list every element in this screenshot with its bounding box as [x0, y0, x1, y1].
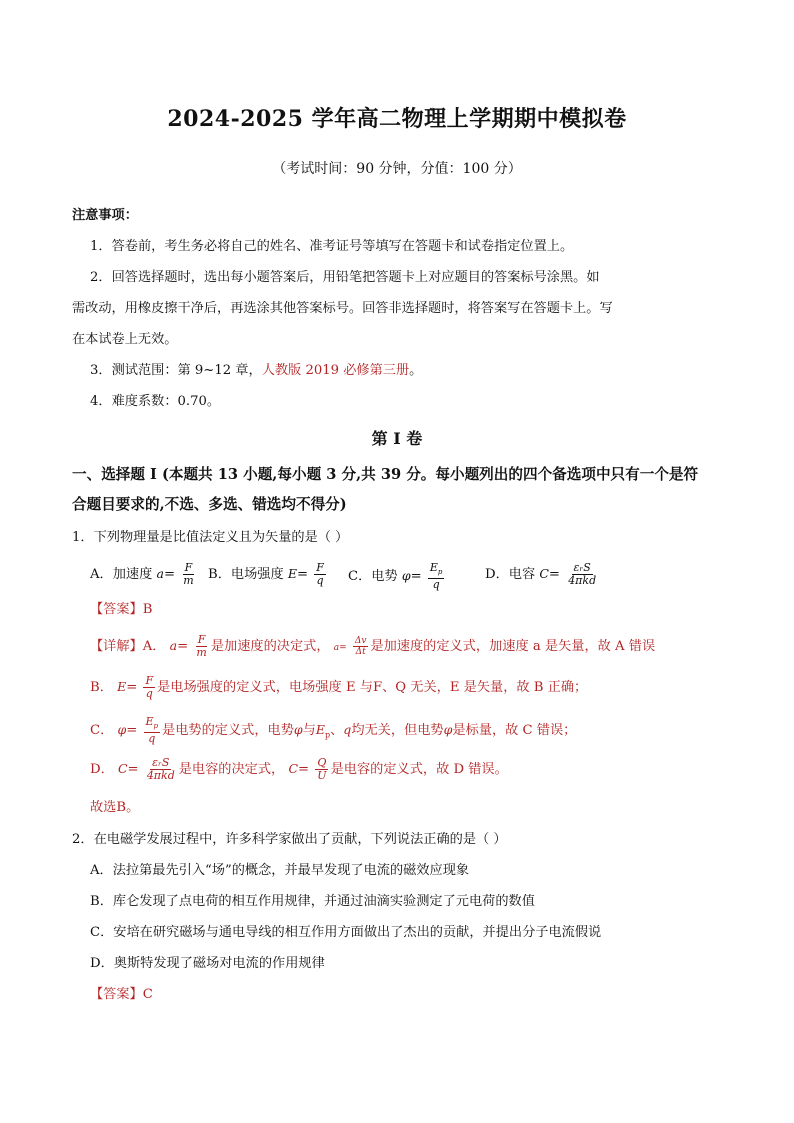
detail-d-label: D． [90, 762, 114, 777]
frac-num [428, 562, 445, 579]
question-2-option-c: C．安培在研究磁场与通电导线的相互作用方面做出了杰出的贡献，并提出分子电流假说 [90, 925, 602, 940]
question-1-answer: 【答案】B [90, 602, 153, 617]
ep-e: E [145, 715, 154, 728]
detail-c-text-2: 与 [302, 723, 316, 739]
frac-den: q [145, 687, 153, 700]
var-q: q [343, 722, 352, 738]
option-d-label: D．电容 [485, 567, 536, 582]
option-c-label: C．电势 [348, 569, 398, 585]
question-1-detail-a [90, 634, 655, 659]
fraction-f-over-m [194, 634, 208, 659]
detail-c-text-4: 均无关，但电势 [351, 723, 444, 739]
page-title: 2024-2025 学年高二物理上学期期中模拟卷 [167, 106, 627, 132]
frac-den: m [196, 646, 207, 659]
var-c: C [288, 761, 299, 776]
eq-sign: = [296, 567, 309, 582]
detail-a-text-1: 是加速度的决定式， [210, 639, 330, 654]
fraction-q-over-u [315, 757, 328, 782]
notice-item-2-line-1: 2．回答选择题时，选出每小题答案后，用铅笔把答题卡上对应题目的答案标号涂黑。如 [90, 270, 600, 285]
eq-sign: = [127, 762, 139, 777]
eq-sign: = [410, 569, 422, 585]
notice-item-2-line-2: 需改动，用橡皮擦干净后，再选涂其他答案标号。回答非选择题时，将答案写在答题卡上。写 [72, 301, 613, 316]
option-a-label: A．加速度 [90, 567, 153, 582]
frac-num [144, 716, 161, 733]
part-instructions-line-1: 一、选择题 I (本题共 13 小题,每小题 3 分,共 39 分。每小题列出的四个备选项中只有一个是符 [72, 466, 699, 483]
frac-num: F [197, 633, 206, 646]
question-1-option-b [208, 562, 328, 587]
eq-sign: = [339, 643, 347, 653]
var-e: E [117, 679, 127, 694]
eq-sign: = [126, 723, 138, 739]
frac-den: 4πkd [568, 574, 597, 587]
detail-d-text-2: 是电容的定义式，故 D 错误。 [330, 762, 508, 777]
fraction-dv-over-dt [353, 636, 369, 657]
detail-a-text-2: 是加速度的定义式，加速度 a 是矢量，故 A 错误 [370, 639, 656, 654]
frac-num: F [184, 561, 193, 574]
detail-c-text-3: 、 [330, 723, 344, 739]
detail-c-text-5: 是标量，故 C 错误； [452, 723, 577, 739]
frac-num: F [145, 674, 154, 687]
notice-item-3-prefix: 3．测试范围：第 9~12 章， [90, 363, 262, 378]
eq-sign: = [548, 567, 560, 582]
ep-subscript: p [437, 568, 443, 577]
question-1-option-c [348, 562, 446, 591]
frac-den: Δt [355, 647, 366, 657]
frac-den: q [432, 578, 440, 592]
question-1-detail-c [90, 716, 576, 745]
var-phi: φ [293, 722, 303, 738]
fraction-ep-over-q [144, 716, 161, 745]
var-a: a [169, 638, 178, 653]
ep-subscript: p [324, 730, 331, 740]
var-phi: φ [443, 722, 453, 738]
fraction-capacitance [145, 757, 177, 782]
part-instructions-line-2: 合题目要求的,不选、多选、错选均不得分) [72, 496, 347, 513]
detail-label: 【详解】A． [90, 639, 166, 654]
var-phi: φ [117, 722, 127, 738]
ep-subscript: p [153, 722, 159, 731]
fraction-ep-over-q [428, 562, 445, 591]
fraction-f-over-q [143, 675, 155, 700]
detail-b-text: 是电场强度的定义式，电场强度 E 与F、Q 无关，E 是矢量，故 B 正确； [157, 680, 588, 695]
frac-den: U [317, 769, 327, 782]
page-subtitle: （考试时间：90 分钟，分值：100 分） [272, 161, 522, 177]
eq-sign: = [163, 567, 175, 582]
notice-heading: 注意事项： [72, 208, 138, 223]
fraction-f-over-m [181, 562, 195, 587]
frac-num: F [316, 561, 324, 574]
detail-c-label: C． [90, 723, 114, 739]
question-1-option-d [485, 562, 600, 587]
var-e: E [287, 566, 297, 581]
notice-item-3-textbook: 人教版 2019 必修第三册 [261, 363, 410, 378]
var-a: a [333, 643, 340, 653]
var-c: C [539, 566, 549, 581]
eq-sign: = [126, 680, 138, 695]
frac-den: 4πkd [146, 769, 175, 782]
var-c: C [117, 761, 128, 776]
eq-sign: = [177, 639, 189, 654]
notice-item-3-suffix: 。 [409, 363, 423, 378]
question-1-detail-d [90, 757, 508, 782]
notice-item-4: 4．难度系数：0.70。 [90, 394, 221, 409]
notice-item-2-line-3: 在本试卷上无效。 [72, 332, 178, 347]
ep-e: E [429, 561, 438, 574]
question-1-option-a [90, 562, 198, 587]
frac-num: Δv [354, 636, 367, 646]
frac-den: q [148, 732, 156, 746]
detail-c-text-1: 是电势的定义式，电势 [162, 723, 294, 739]
eq-sign: = [298, 762, 310, 777]
frac-den: m [183, 574, 194, 587]
fraction-f-over-q [314, 562, 326, 587]
detail-b-label: B． [90, 680, 113, 695]
question-2-option-a: A．法拉第最先引入“场”的概念，并最早发现了电流的磁效应现象 [90, 863, 470, 878]
fraction-capacitance [566, 562, 598, 587]
question-1-detail-b [90, 675, 587, 700]
question-2-stem: 2．在电磁学发展过程中，许多科学家做出了贡献，下列说法正确的是（ ） [72, 832, 507, 847]
question-2-option-d: D．奥斯特发现了磁场对电流的作用规律 [90, 956, 325, 971]
section-title: 第 I 卷 [371, 429, 423, 448]
notice-item-1: 1．答卷前，考生务必将自己的姓名、准考证号等填写在答题卡和试卷指定位置上。 [90, 239, 574, 254]
notice-item-3 [90, 361, 422, 381]
frac-num: Q [317, 756, 327, 769]
question-2-option-b: B．库仑发现了点电荷的相互作用规律，并通过油滴实验测定了元电荷的数值 [90, 894, 535, 909]
question-1-stem: 1．下列物理量是比值法定义且为矢量的是（ ） [72, 530, 349, 545]
var-phi: φ [401, 568, 411, 584]
frac-num: εᵣS [152, 756, 170, 769]
frac-den: q [316, 574, 324, 587]
question-1-conclusion: 故选B。 [90, 800, 140, 815]
option-b-label: B．电场强度 [208, 567, 284, 582]
question-2-answer: 【答案】C [90, 987, 153, 1002]
var-a: a [156, 566, 164, 581]
detail-d-text-1: 是电容的决定式， [178, 762, 285, 777]
var-ep: E [315, 722, 325, 738]
frac-num: εᵣS [573, 561, 591, 574]
